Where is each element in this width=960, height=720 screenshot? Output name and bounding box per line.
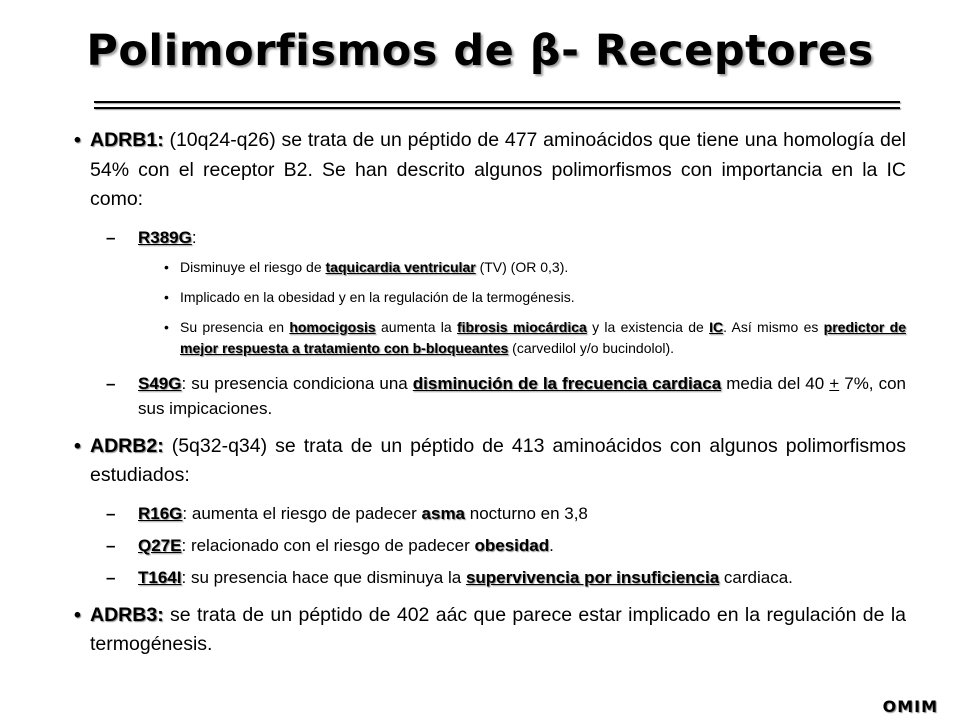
item-text: nocturno en 3,8 <box>465 503 588 523</box>
slide-content <box>70 126 906 670</box>
source-label: OMIM <box>882 697 938 716</box>
title-text: Polimorfismos de <box>86 26 530 76</box>
variant-colon: : <box>181 567 187 587</box>
bullet-adrb3 <box>70 601 906 660</box>
title-underline-top <box>94 101 900 103</box>
r389g-item-3 <box>70 317 906 359</box>
item-text: Su presencia en <box>180 318 290 335</box>
variant-r389g: R389G <box>138 227 192 247</box>
item-text: (TV) (OR 0,3). <box>475 258 569 275</box>
dash: – <box>106 227 116 247</box>
highlight-taquicardia: taquicardia ventricular <box>325 258 476 275</box>
highlight-disminucion: disminución de la frecuencia cardiaca <box>412 373 722 393</box>
gene-colon: : <box>157 129 164 151</box>
bullet-adrb1 <box>70 126 906 215</box>
highlight-obesidad: obesidad <box>474 535 550 555</box>
dash: – <box>106 567 116 587</box>
variant-t164i: T164I <box>138 567 182 587</box>
highlight-supervivencia: supervivencia por insuficiencia <box>465 567 720 587</box>
subitem-t164i <box>70 565 906 590</box>
highlight-homocigosis: homocigosis <box>289 318 376 335</box>
item-text: . <box>549 535 554 555</box>
item-text: (carvedilol y/o bucindolol). <box>508 339 675 356</box>
variant-colon: : <box>181 535 187 555</box>
item-text: su presencia hace que disminuya la <box>186 567 466 587</box>
gene-name-adrb1: ADRB1 <box>90 129 158 151</box>
bullet-dot: • <box>164 258 169 275</box>
bullet-dot: • <box>74 603 81 626</box>
r389g-item-2 <box>70 287 906 308</box>
gene-name-adrb3: ADRB3 <box>90 603 158 626</box>
variant-colon: : <box>182 503 188 523</box>
variant-r16g: R16G <box>138 503 183 523</box>
gene-colon: : <box>157 434 164 457</box>
bullet-dot: • <box>74 129 81 151</box>
plus-minus-sign: + <box>829 373 840 393</box>
item-text: su presencia condiciona una <box>186 373 413 393</box>
subitem-q27e <box>70 533 906 558</box>
r389g-item-1 <box>70 257 906 278</box>
bullet-dot: • <box>74 434 81 457</box>
bullet-dot: • <box>164 318 169 335</box>
title-underline-bottom <box>94 107 900 109</box>
item-text: media del 40 <box>721 373 830 393</box>
gene-colon: : <box>157 603 164 626</box>
bullet-adrb2 <box>70 432 906 491</box>
item-text: aumenta la <box>375 318 457 335</box>
adrb3-description: se trata de un péptido de 402 aác que parece estar implicado en la regulación de la termogénesis. <box>90 603 906 655</box>
title-beta-symbol: β <box>529 26 562 76</box>
highlight-predictor: predictor de mejor respuesta a tratamiento con b-bloqueantes <box>180 318 906 356</box>
title-suffix: - Receptores <box>561 26 874 76</box>
variant-s49g: S49G <box>138 373 182 393</box>
subitem-r16g <box>70 501 906 526</box>
subitem-r389g <box>70 225 906 250</box>
dash: – <box>106 535 116 555</box>
adrb1-description: (10q24-q26) se trata de un péptido de 477 aminoácidos que tiene una homología del 54% con el receptor B2. Se han descrito algunos polimorfismos con importancia en la IC como: <box>90 129 906 210</box>
item-text: cardiaca. <box>719 567 793 587</box>
gene-name-adrb2: ADRB2 <box>90 434 158 457</box>
subitem-s49g <box>70 371 906 421</box>
item-text: aumenta el riesgo de padecer <box>187 503 422 523</box>
item-text: Implicado en la obesidad y en la regulación de la termogénesis. <box>180 288 575 305</box>
variant-colon: : <box>181 373 187 393</box>
slide-title <box>0 26 960 76</box>
item-text: relacionado con el riesgo de padecer <box>186 535 475 555</box>
highlight-ic: IC <box>709 318 724 335</box>
variant-colon: : <box>191 227 197 247</box>
item-text: 7%, con sus impicaciones. <box>138 373 906 418</box>
highlight-fibrosis: fibrosis miocárdica <box>457 318 587 335</box>
dash: – <box>106 373 116 393</box>
variant-q27e: Q27E <box>138 535 182 555</box>
highlight-asma: asma <box>421 503 466 523</box>
dash: – <box>106 503 116 523</box>
item-text: . Así mismo es <box>723 318 824 335</box>
adrb2-description: (5q32-q34) se trata de un péptido de 413 aminoácidos con algunos polimorfismos estudiados: <box>90 434 906 486</box>
item-text: y la existencia de <box>586 318 710 335</box>
item-text: Disminuye el riesgo de <box>180 258 326 275</box>
bullet-dot: • <box>164 288 169 305</box>
